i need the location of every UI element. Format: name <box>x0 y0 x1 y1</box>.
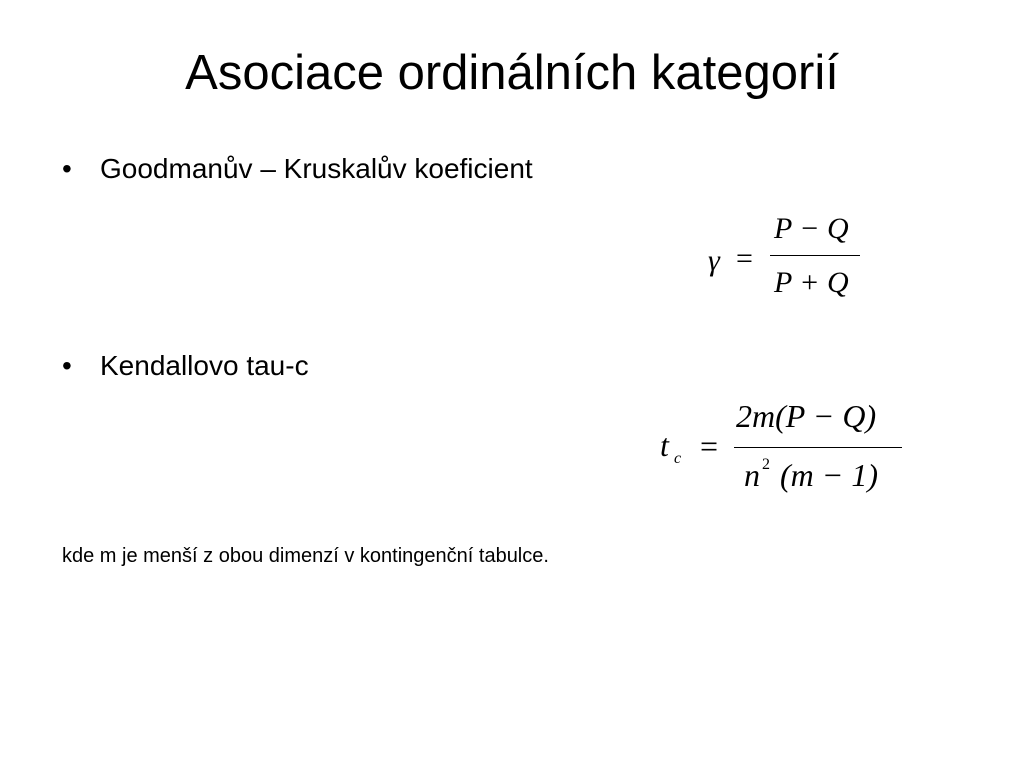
formula-denominator-exponent: 2 <box>762 456 770 473</box>
bullet-label: Kendallovo tau-c <box>100 350 309 381</box>
equals-sign: = <box>700 428 719 464</box>
bullet-dot: • <box>62 153 72 184</box>
formula-denominator: P + Q <box>774 266 849 299</box>
bullet-dot: • <box>62 350 72 381</box>
fraction-bar <box>734 447 902 448</box>
footnote: kde m je menší z obou dimenzí v kontingenční tabulce. <box>62 545 549 567</box>
formula-lhs-subscript: c <box>674 450 682 467</box>
formula-lhs: t <box>660 427 669 463</box>
formula-denominator-rest: (m − 1) <box>780 457 879 493</box>
formula-denominator-base: n <box>744 457 760 493</box>
gamma-formula <box>708 208 868 308</box>
tau-c-formula <box>656 397 916 501</box>
equals-sign: = <box>736 242 753 275</box>
formula-numerator: P − Q <box>774 212 849 245</box>
fraction-bar <box>770 255 860 256</box>
bullet-goodman-kruskal <box>62 152 533 186</box>
slide-title: Asociace ordinálních kategorií <box>185 46 839 100</box>
bullet-label: Goodmanův – Kruskalův koeficient <box>100 153 533 184</box>
formula-numerator: 2m(P − Q) <box>736 398 877 434</box>
bullet-kendall-tau-c <box>62 349 309 383</box>
formula-lhs: γ <box>708 244 720 277</box>
